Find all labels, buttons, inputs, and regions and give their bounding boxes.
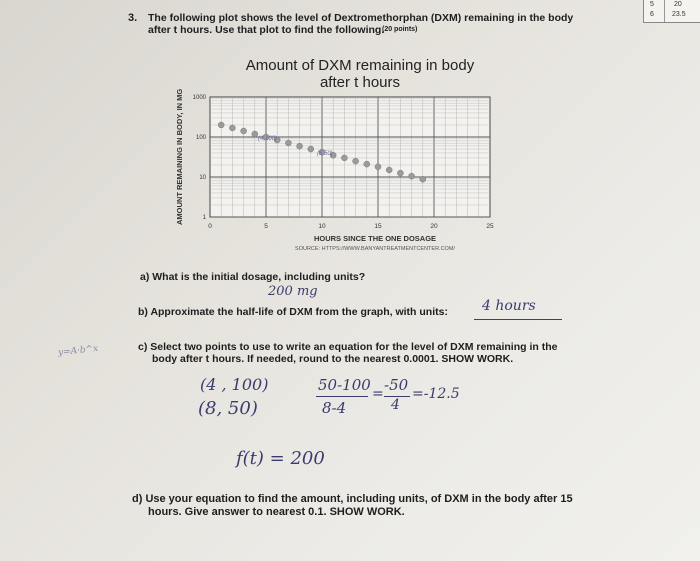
data-point bbox=[252, 131, 258, 137]
part-d-question-line1: d) Use your equation to find the amount, including units, of DXM in the body after 15 bbox=[132, 493, 573, 505]
data-point bbox=[353, 158, 359, 164]
data-point bbox=[297, 143, 303, 149]
y-tick-label: 100 bbox=[195, 135, 206, 141]
annotation-8-50: (8,50) bbox=[317, 151, 333, 157]
annotation-4-100: (4,100) bbox=[258, 136, 278, 142]
part-a-answer: 200 mg bbox=[268, 284, 318, 299]
data-point bbox=[308, 146, 314, 152]
part-c-result: =-12.5 bbox=[412, 386, 460, 402]
data-point bbox=[375, 164, 381, 170]
part-c-numerator: 50-100 bbox=[318, 376, 371, 394]
x-tick-label: 15 bbox=[374, 223, 382, 230]
data-point bbox=[409, 173, 415, 179]
x-axis-label: HOURS SINCE THE ONE DOSAGE bbox=[313, 234, 437, 243]
x-tick-label: 0 bbox=[208, 223, 212, 230]
y-axis-label: AMOUNT REMAINING IN BODY, IN MG bbox=[175, 88, 184, 225]
part-b-answer-line bbox=[474, 319, 562, 320]
data-point bbox=[364, 161, 370, 167]
data-point bbox=[386, 167, 392, 173]
chart-source: SOURCE: HTTPS://WWW.BANYANTREATMENTCENTER.COM/ bbox=[295, 246, 455, 252]
part-a-question: a) What is the initial dosage, including units? bbox=[140, 271, 366, 283]
part-c-function: f(t) = 200 bbox=[236, 448, 325, 469]
chart-title-line2: after t hours bbox=[319, 74, 401, 91]
part-c-den2: 4 bbox=[391, 397, 400, 413]
part-c-num2: -50 bbox=[384, 376, 409, 394]
question-number: 3. bbox=[128, 12, 138, 24]
chart-grid bbox=[210, 97, 490, 217]
score-box bbox=[643, 0, 700, 23]
y-tick-labels bbox=[193, 95, 207, 221]
dxm-chart bbox=[160, 45, 560, 255]
x-tick-label: 20 bbox=[430, 223, 438, 230]
part-c-question-line2: body after t hours. If needed, round to the nearest 0.0001. SHOW WORK. bbox=[152, 353, 514, 365]
x-tick-label: 5 bbox=[264, 223, 268, 230]
data-point bbox=[341, 155, 347, 161]
part-b-answer: 4 hours bbox=[482, 298, 536, 314]
part-c-question-line1: c) Select two points to use to write an equation for the level of DXM remaining in the bbox=[138, 341, 558, 353]
question-points: (20 points) bbox=[382, 26, 418, 33]
x-tick-label: 25 bbox=[486, 223, 494, 230]
part-d-question-line2: hours. Give answer to nearest 0.1. SHOW WORK. bbox=[148, 506, 405, 518]
plot-frame bbox=[210, 97, 490, 217]
part-c-fraction-bar bbox=[316, 396, 368, 397]
data-point bbox=[218, 122, 224, 128]
part-c-point1: (4 , 100) bbox=[200, 375, 269, 394]
score-divider bbox=[664, 0, 665, 22]
data-point bbox=[285, 140, 291, 146]
score-b: 6 bbox=[650, 11, 654, 18]
question-line1: The following plot shows the level of Dextromethorphan (DXM) remaining in the body bbox=[148, 12, 574, 24]
question-line2: after t hours. Use that plot to find the following. bbox=[148, 24, 385, 36]
x-tick-labels bbox=[208, 223, 494, 230]
data-point bbox=[420, 176, 426, 182]
y-tick-label: 1000 bbox=[192, 95, 206, 101]
data-point bbox=[241, 128, 247, 134]
y-tick-label: 10 bbox=[199, 175, 206, 181]
chart-svg bbox=[160, 45, 560, 255]
x-tick-label: 10 bbox=[318, 223, 326, 230]
part-b-question: b) Approximate the half-life of DXM from the graph, with units: bbox=[138, 306, 448, 318]
y-tick-label: 1 bbox=[202, 215, 206, 221]
part-c-point2: (8, 50) bbox=[198, 398, 258, 419]
part-c-denominator: 8-4 bbox=[322, 399, 347, 417]
chart-title-line1: Amount of DXM remaining in body bbox=[245, 57, 475, 74]
margin-note: y=A·b^x bbox=[57, 343, 99, 359]
part-c-equals: = bbox=[372, 386, 384, 402]
data-point bbox=[397, 170, 403, 176]
score-c: 20 bbox=[674, 1, 682, 8]
score-d: 23.5 bbox=[672, 11, 686, 18]
data-point bbox=[229, 125, 235, 131]
score-a: 5 bbox=[650, 1, 654, 8]
